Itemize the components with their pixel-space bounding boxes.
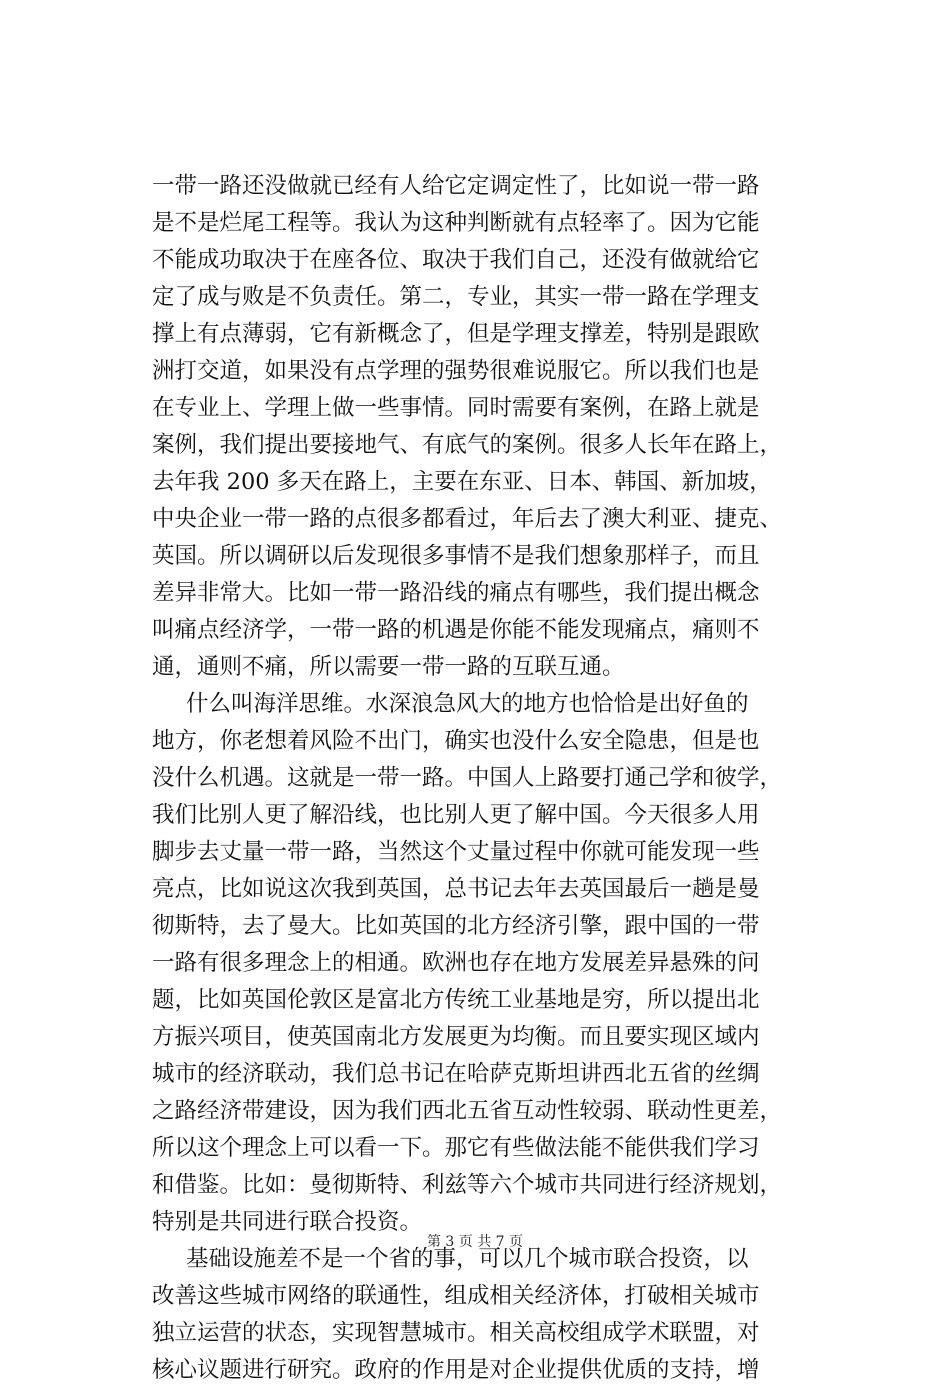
text-line: 题，比如英国伦敦区是富北方传统工业基地是穷，所以提出北 [152,987,760,1013]
text-line: 案例，我们提出要接地气、有底气的案例。很多人长年在路上， [152,432,783,458]
text-line: 和借鉴。比如：曼彻斯特、利兹等六个城市共同进行经济规划， [152,1172,783,1198]
text-line: 基础设施差不是一个省的事，可以几个城市联合投资，以 [186,1246,749,1272]
text-line: 脚步去丈量一带一路，当然这个丈量过程中你就可能发现一些 [152,839,760,865]
text-line: 核心议题进行研究。政府的作用是对企业提供优质的支持，增 [152,1357,760,1383]
text-line: 差异非常大。比如一带一路沿线的痛点有哪些，我们提出概念 [152,580,760,606]
text-line: 定了成与败是不负责任。第二，专业，其实一带一路在学理支 [152,284,760,310]
text-line: 通，通则不痛，所以需要一带一路的互联互通。 [152,654,625,680]
text-line: 撑上有点薄弱，它有新概念了，但是学理支撑差，特别是跟欧 [152,321,760,347]
text-line: 一带一路还没做就已经有人给它定调定性了，比如说一带一路 [152,173,760,199]
text-line: 我们比别人更了解沿线，也比别人更了解中国。今天很多人用 [152,802,760,828]
text-line: 方振兴项目，使英国南北方发展更为均衡。而且要实现区域内 [152,1024,760,1050]
page-footer: 第 3 页 共 7 页 [426,1234,524,1250]
text-line: 不能成功取决于在座各位、取决于我们自己，还没有做就给它 [152,247,760,273]
text-line: 改善这些城市网络的联通性，组成相关经济体，打破相关城市 [152,1283,760,1309]
text-line: 中央企业一带一路的点很多都看过，年后去了澳大利亚、捷克、 [152,506,783,532]
text-line: 城市的经济联动，我们总书记在哈萨克斯坦讲西北五省的丝绸 [152,1061,760,1087]
text-line: 独立运营的状态，实现智慧城市。相关高校组成学术联盟，对 [152,1320,760,1346]
text-line: 地方，你老想着风险不出门，确实也没什么安全隐患，但是也 [152,728,760,754]
text-line: 所以这个理念上可以看一下。那它有些做法能不能供我们学习 [152,1135,760,1161]
document-body [152,168,852,1389]
text-line: 之路经济带建设，因为我们西北五省互动性较弱、联动性更差， [152,1098,783,1124]
text-line: 在专业上、学理上做一些事情。同时需要有案例，在路上就是 [152,395,760,421]
text-line: 洲打交道，如果没有点学理的强势很难说服它。所以我们也是 [152,358,760,384]
text-line: 英国。所以调研以后发现很多事情不是我们想象那样子，而且 [152,543,760,569]
text-line: 没什么机遇。这就是一带一路。中国人上路要打通己学和彼学， [152,765,783,791]
text-line: 彻斯特，去了曼大。比如英国的北方经济引擎，跟中国的一带 [152,913,760,939]
text-line: 特别是共同进行联合投资。 [152,1209,423,1235]
text-line: 是不是烂尾工程等。我认为这种判断就有点轻率了。因为它能 [152,210,760,236]
text-line: 叫痛点经济学，一带一路的机遇是你能不能发现痛点，痛则不 [152,617,760,643]
text-line: 去年我 200 多天在路上，主要在东亚、日本、韩国、新加坡， [152,469,772,495]
text-line: 一路有很多理念上的相通。欧洲也存在地方发展差异悬殊的问 [152,950,760,976]
text-line: 亮点，比如说这次我到英国，总书记去年去英国最后一趟是曼 [152,876,760,902]
text-line: 什么叫海洋思维。水深浪急风大的地方也恰恰是出好鱼的 [186,691,749,717]
